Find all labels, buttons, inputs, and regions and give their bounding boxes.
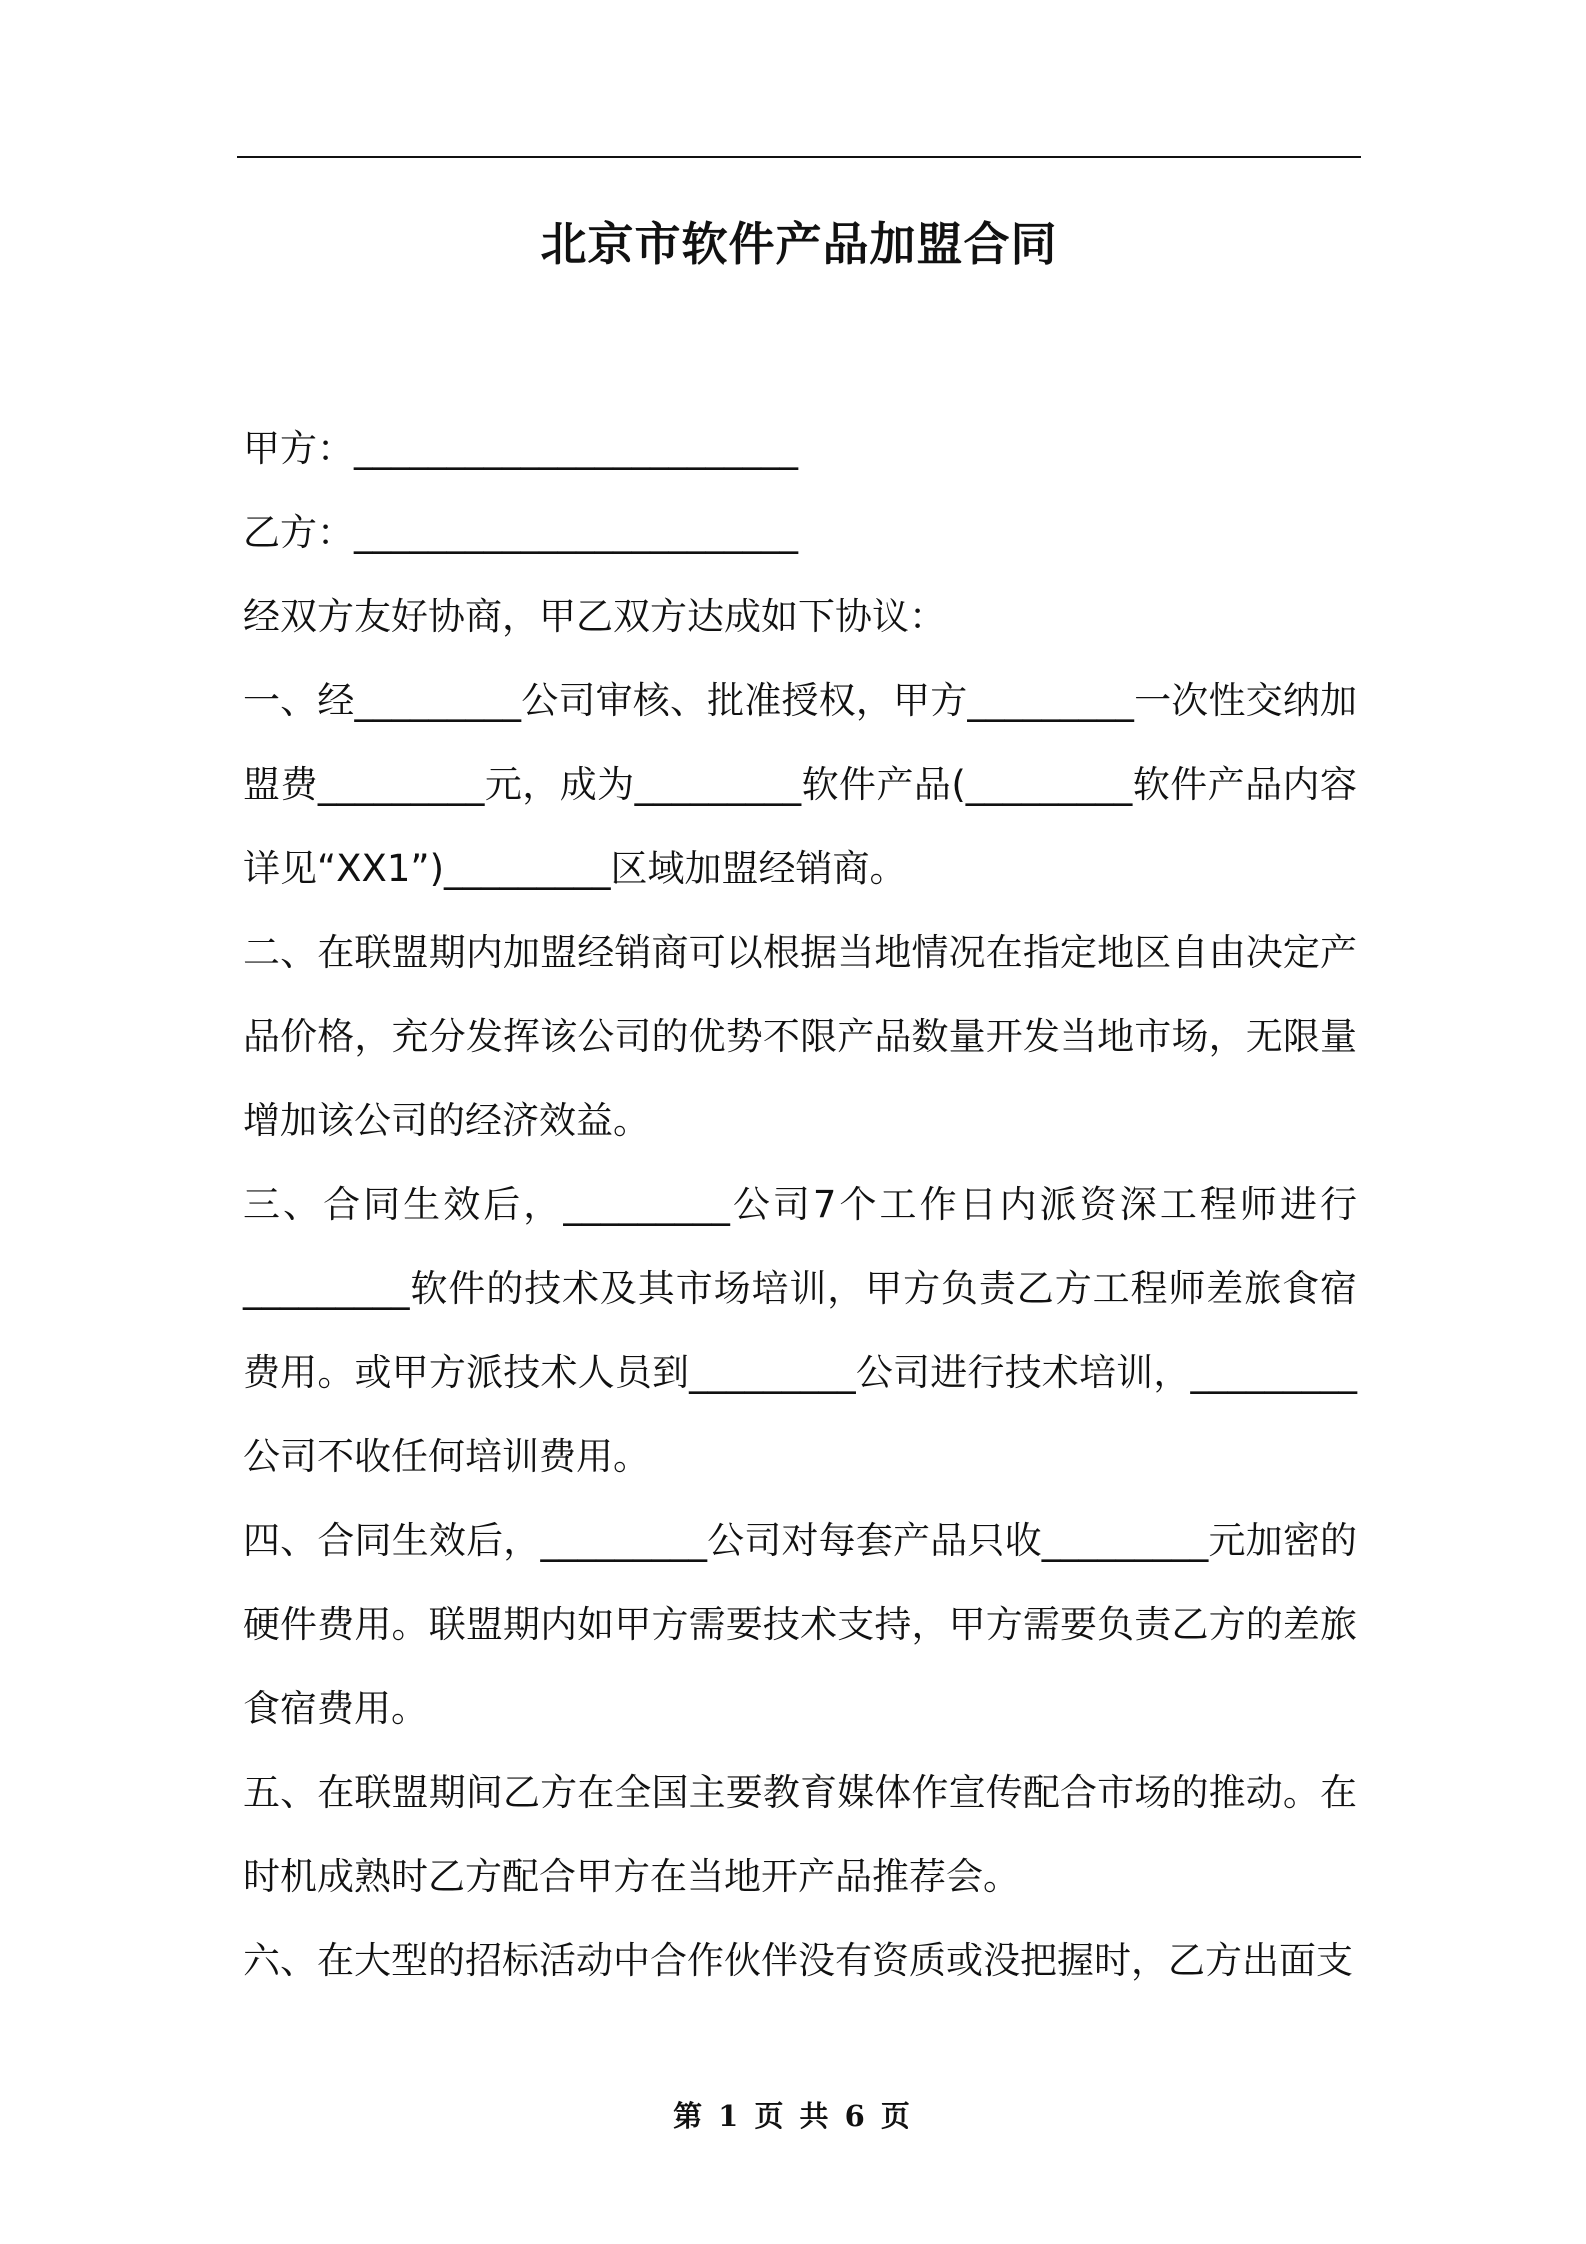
party-b-line: 乙方：________________________: [243, 511, 798, 554]
party-a-line: 甲方：________________________: [243, 427, 798, 470]
header-rule: [237, 156, 1361, 158]
intro-paragraph: 经双方友好协商，甲乙双方达成如下协议：: [243, 595, 946, 638]
clause-6: 六、在大型的招标活动中合作伙伴没有资质或没把握时，乙方出面支: [243, 1939, 1353, 1982]
clause-4: 四、合同生效后，_________公司对每套产品只收_________元加密的硬件费用。联盟期内如甲方需要技术支持，甲方需要负责乙方的差旅食宿费用。: [243, 1519, 1357, 1730]
document-title: 北京市软件产品加盟合同: [540, 217, 1058, 271]
clause-1: 一、经_________公司审核、批准授权，甲方_________一次性交纳加盟费_________元，成为_________软件产品(_________软件产品内容详见“XX1”)_________区域加盟经销商。: [243, 679, 1357, 890]
clause-2: 二、在联盟期内加盟经销商可以根据当地情况在指定地区自由决定产品价格，充分发挥该公司的优势不限产品数量开发当地市场，无限量增加该公司的经济效益。: [243, 931, 1357, 1142]
clause-5: 五、在联盟期间乙方在全国主要教育媒体作宣传配合市场的推动。在时机成熟时乙方配合甲方在当地开产品推荐会。: [243, 1771, 1357, 1898]
document-body: [243, 407, 1357, 2003]
page-footer: 第 1 页 共 6 页: [673, 2099, 913, 2133]
clause-3: 三、合同生效后，_________公司7个工作日内派资深工程师进行_________软件的技术及其市场培训，甲方负责乙方工程师差旅食宿费用。或甲方派技术人员到_________公司进行技术培训，_________公司不收任何培训费用。: [243, 1183, 1357, 1478]
